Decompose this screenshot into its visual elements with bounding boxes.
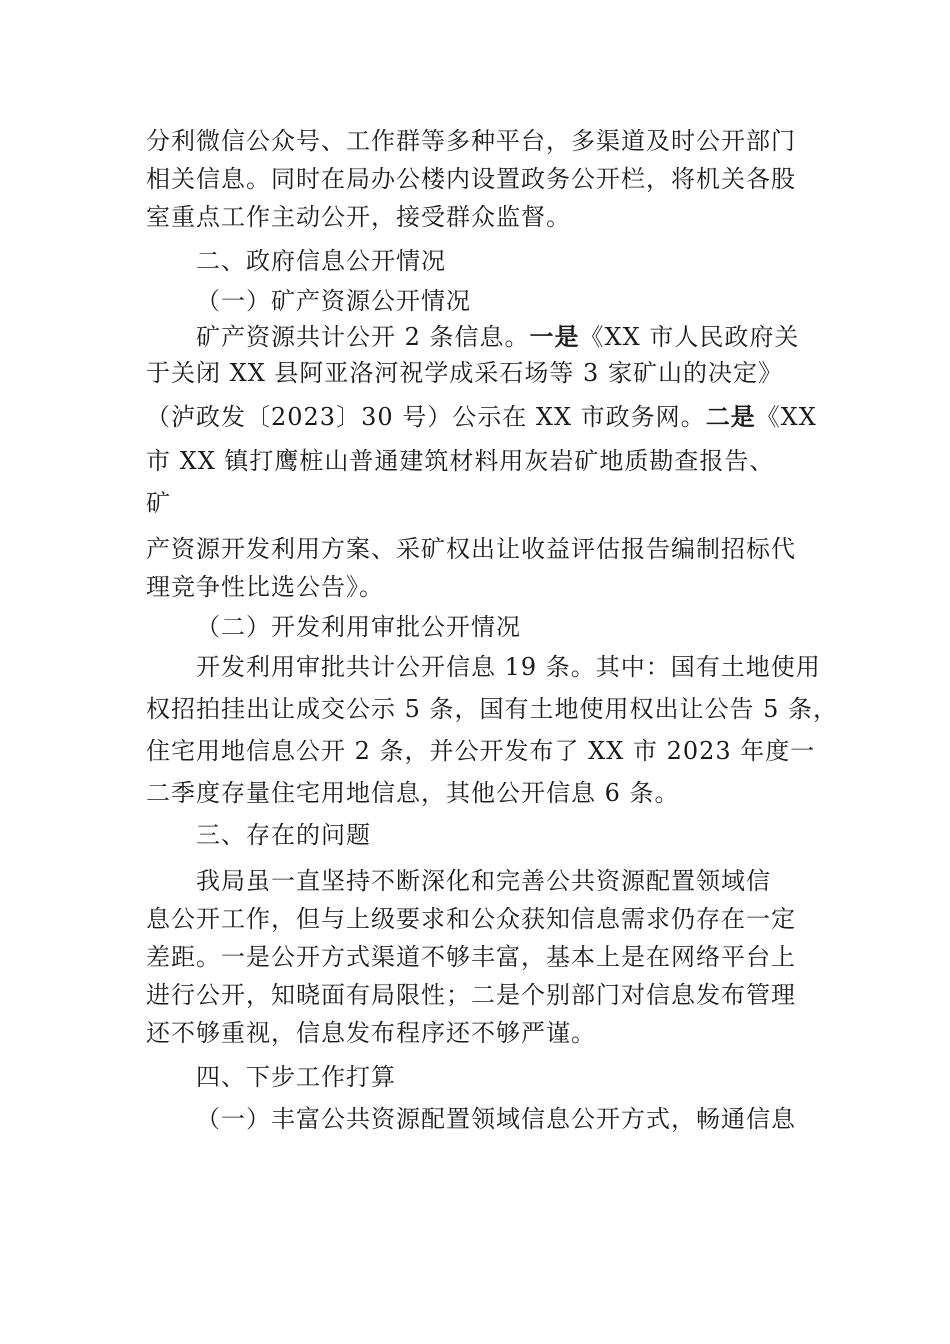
subsection-heading-approval: （二）开发利用审批公开情况 <box>196 613 521 641</box>
body-line-minerals-4: 市 XX 镇打鹰桩山普通建筑材料用灰岩矿地质勘查报告、 <box>146 447 775 475</box>
minerals-item-1-end: （泸政发〔2023〕30 号）公示在 XX 市政务网。 <box>146 403 706 431</box>
body-line-approval-4: 二季度存量住宅用地信息，其他公开信息 6 条。 <box>146 779 680 807</box>
body-line-minerals-2: 于关闭 XX 县阿亚洛河祝学成采石场等 3 家矿山的决定》 <box>146 359 783 387</box>
section-heading-3: 三、存在的问题 <box>196 821 371 849</box>
body-line-2: 相关信息。同时在局办公楼内设置政务公开栏，将机关各股 <box>146 165 796 193</box>
body-line-minerals-5: 矿 <box>146 489 171 517</box>
section-heading-2: 二、政府信息公开情况 <box>196 247 446 275</box>
body-line-plans-1: （一）丰富公共资源配置领域信息公开方式，畅通信息 <box>196 1105 796 1133</box>
body-line-3: 室重点工作主动公开，接受群众监督。 <box>146 203 571 231</box>
body-line-minerals-3 <box>146 402 817 432</box>
body-line-approval-2: 权招拍挂出让成交公示 5 条，国有土地使用权出让公告 5 条， <box>146 695 839 723</box>
subsection-heading-minerals: （一）矿产资源公开情况 <box>196 287 471 315</box>
body-line-1: 分利微信公众号、工作群等多种平台，多渠道及时公开部门 <box>146 127 796 155</box>
body-line-minerals-1 <box>196 322 799 352</box>
body-line-approval-1: 开发利用审批共计公开信息 19 条。其中：国有土地使用 <box>196 653 821 681</box>
body-line-issues-5: 还不够重视，信息发布程序还不够严谨。 <box>146 1019 596 1047</box>
minerals-summary: 矿产资源共计公开 2 条信息。 <box>196 323 530 351</box>
emphasis-second: 二是 <box>705 403 756 431</box>
body-line-approval-3: 住宅用地信息公开 2 条，并公开发布了 XX 市 2023 年度一 <box>146 737 816 765</box>
section-heading-4: 四、下步工作打算 <box>196 1063 396 1091</box>
body-line-issues-4: 进行公开，知晓面有局限性；二是个别部门对信息发布管理 <box>146 981 796 1009</box>
emphasis-first: 一是 <box>529 323 580 351</box>
body-line-issues-2: 息公开工作，但与上级要求和公众获知信息需求仍存在一定 <box>146 905 796 933</box>
body-line-issues-1: 我局虽一直坚持不断深化和完善公共资源配置领域信 <box>196 867 771 895</box>
body-line-minerals-7: 理竞争性比选公告》。 <box>146 573 384 601</box>
body-line-minerals-6: 产资源开发利用方案、采矿权出让收益评估报告编制招标代 <box>146 535 796 563</box>
body-line-issues-3: 差距。一是公开方式渠道不够丰富，基本上是在网络平台上 <box>146 943 796 971</box>
minerals-item-1-start: 《XX 市人民政府关 <box>579 323 800 351</box>
minerals-item-2-start: 《XX <box>755 403 817 431</box>
